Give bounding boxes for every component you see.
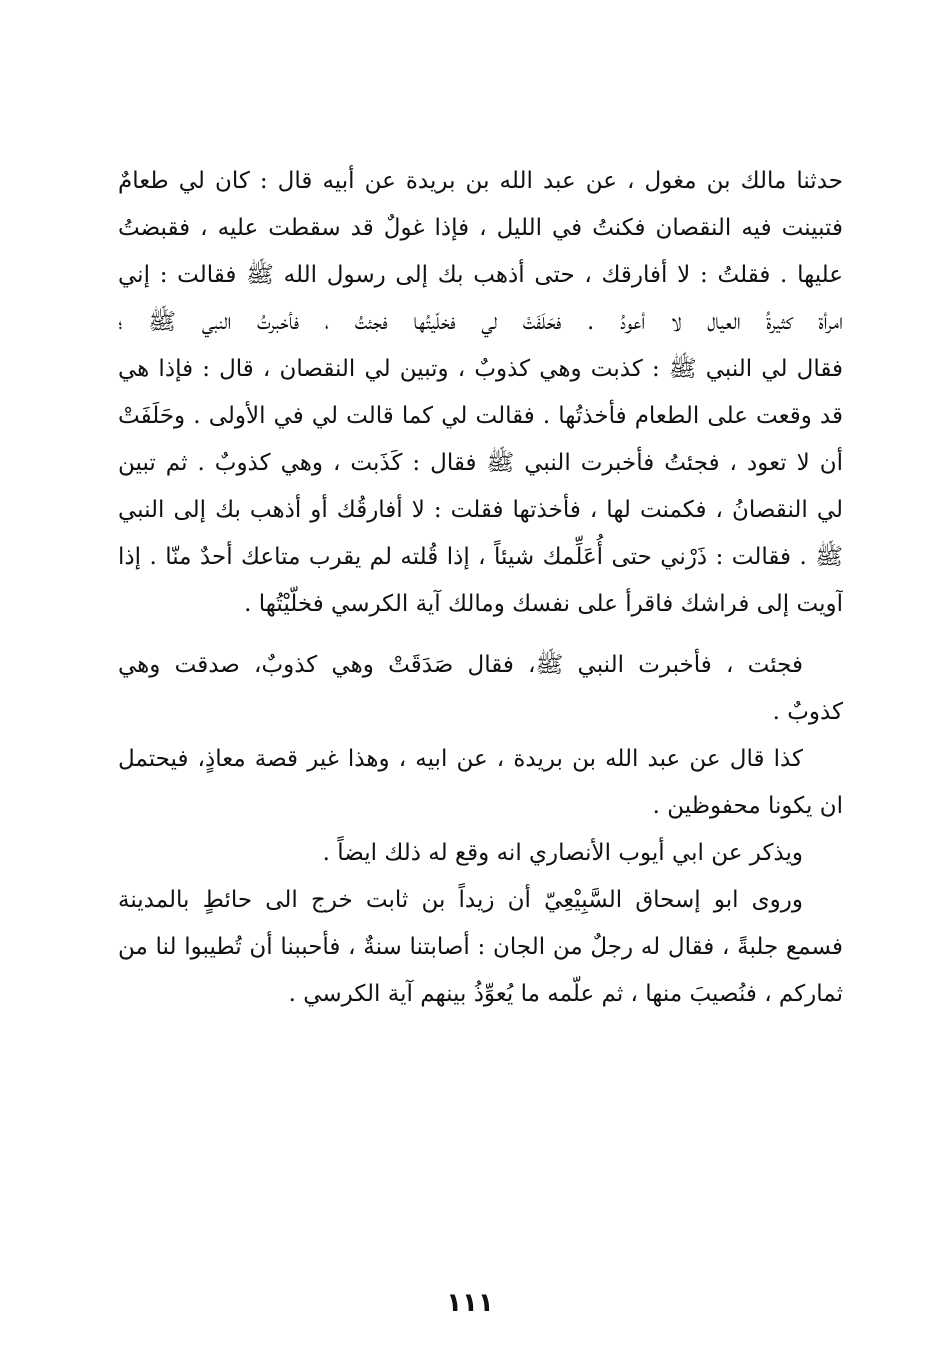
paragraph-1 [118, 158, 843, 628]
paragraph-5 [118, 877, 843, 1018]
text-line: فتبينت فيه النقصان فكنتُ في الليل ، فإذا غولٌ قد سقطت عليه ، فقبضتُ [118, 215, 843, 241]
text-line: امرأة كثيرةُ العيال لا أعودُ . فحَلَفَتْ لي فخلّيتُها فجئتُ ، فأخبرتُ النبي ﷺ ؛ [118, 309, 843, 335]
paragraph-2 [118, 642, 843, 736]
text-line: قد وقعت على الطعام فأخذتُها . فقالت لي كما قالت لي في الأولى . وحَلَفَتْ [118, 403, 843, 429]
text-line: أن لا تعود ، فجئتُ فأخبرت النبي ﷺ فقال : كَذَبت ، وهي كذوبٌ . ثم تبين [118, 450, 843, 476]
text-line: كذوبٌ . [772, 699, 843, 725]
text-line: كذا قال عن عبد الله بن بريدة ، عن ابيه ، وهذا غير قصة معاذٍ، فيحتمل [118, 746, 803, 772]
page-number: ١١١ [446, 1288, 494, 1318]
paragraph-4 [118, 830, 843, 877]
text-line: عليها . فقلتُ : لا أفارقك ، حتى أذهب بك إلى رسول الله ﷺ فقالت : إني [118, 262, 843, 288]
text-line: آويت إلى فراشك فاقرأ على نفسك ومالك آية الكرسي فخلّيْتُها . [244, 591, 843, 617]
page-body-text [118, 158, 843, 1018]
text-line: حدثنا مالك بن مغول ، عن عبد الله بن بريدة عن أبيه قال : كان لي طعامٌ [118, 168, 843, 194]
text-line: ﷺ . فقالت : ذَرْني حتى أُعَلِّمك شيئاً ، إذا قُلته لم يقرب متاعك أحدٌ منّا . إذا [118, 544, 843, 570]
text-line: ثماركم ، فنُصيبَ منها ، ثم علّمه ما يُعوِّذُ بينهم آية الكرسي . [288, 981, 843, 1007]
text-line: فسمع جلبةً ، فقال له رجلٌ من الجان : أصابتنا سنةٌ ، فأحببنا أن تُطيبوا لنا من [118, 934, 843, 960]
text-line: وروى ابو إسحاق السَّبِيْعِيّ أن زيداً بن ثابت خرج الى حائطٍ بالمدينة [118, 887, 803, 913]
paragraph-3 [118, 736, 843, 830]
text-line: فجئت ، فأخبرت النبي ﷺ، فقال صَدَقَتْ وهي كذوبٌ، صدقت وهي [118, 652, 803, 678]
text-line: فقال لي النبي ﷺ : كذبت وهي كذوبٌ ، وتبين لي النقصان ، قال : فإذا هي [118, 356, 843, 382]
text-line: ويذكر عن ابي أيوب الأنصاري انه وقع له ذلك ايضاً . [322, 840, 803, 866]
paragraph-spacer [118, 628, 843, 642]
text-line: ان يكونا محفوظين . [652, 793, 843, 819]
text-line: لي النقصانُ ، فكمنت لها ، فأخذتها فقلت : لا أفارقُك أو أذهب بك إلى النبي [118, 497, 843, 523]
